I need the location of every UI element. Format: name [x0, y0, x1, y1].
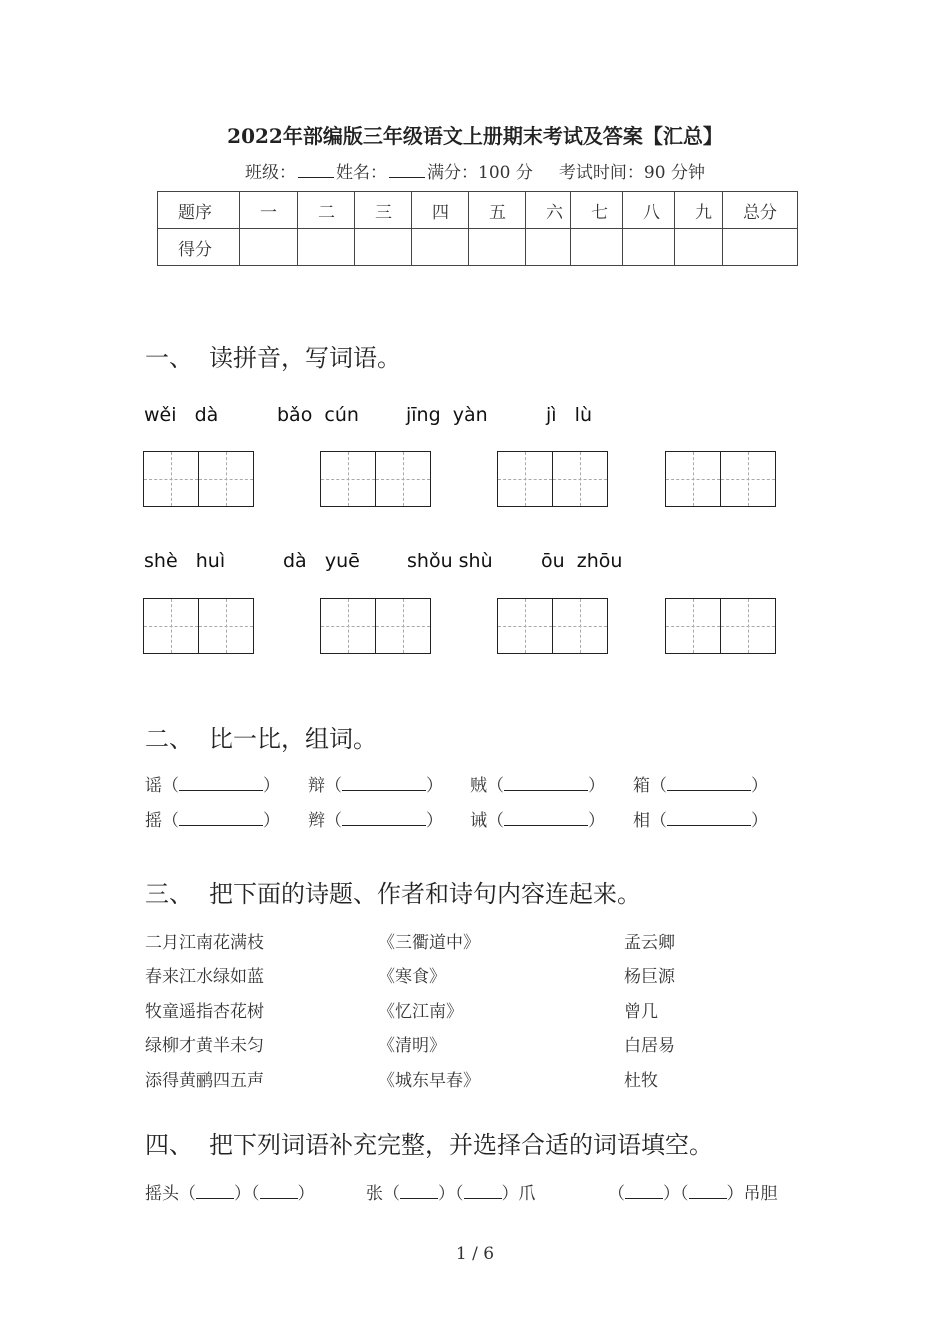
- pinyin-1: wěi dà: [144, 404, 219, 426]
- header-cell: 七: [571, 192, 623, 229]
- writing-grid[interactable]: [320, 451, 431, 507]
- compare-item[interactable]: 谣（ ）: [145, 776, 280, 796]
- pinyin-5: shè huì: [144, 550, 226, 572]
- score-cell[interactable]: [240, 229, 298, 266]
- score-table-header: [158, 192, 798, 229]
- poem-line[interactable]: 绿柳才黄半未匀: [145, 1036, 264, 1056]
- poem-author[interactable]: 杨巨源: [624, 967, 675, 987]
- pinyin-3: jīng yàn: [406, 404, 488, 426]
- fill-item[interactable]: 摇头（ ）（ ）: [145, 1184, 315, 1204]
- score-cell[interactable]: [412, 229, 469, 266]
- compare-item[interactable]: 相（ ）: [633, 811, 768, 831]
- header-cell: 二: [298, 192, 355, 229]
- score-cell[interactable]: [526, 229, 571, 266]
- section-3-heading: 三、 把下面的诗题、作者和诗句内容连起来。: [145, 880, 641, 908]
- student-info: [0, 158, 950, 183]
- compare-item[interactable]: 诫（ ）: [470, 811, 605, 831]
- pinyin-8: ōu zhōu: [541, 550, 623, 572]
- header-cell: 六: [526, 192, 571, 229]
- score-cell[interactable]: [623, 229, 675, 266]
- poem-title[interactable]: 《寒食》: [378, 967, 446, 987]
- writing-grid[interactable]: [665, 598, 776, 654]
- poem-author[interactable]: 孟云卿: [624, 933, 675, 953]
- page-number: 1 / 6: [455, 1244, 495, 1264]
- header-cell: 八: [623, 192, 675, 229]
- poem-author[interactable]: 杜牧: [624, 1071, 658, 1091]
- writing-grid[interactable]: [320, 598, 431, 654]
- section-4-heading: 四、 把下列词语补充完整，并选择合适的词语填空。: [145, 1131, 713, 1159]
- compare-item[interactable]: 箱（ ）: [633, 776, 768, 796]
- section-1-heading: 一、 读拼音，写词语。: [145, 344, 401, 372]
- pinyin-2: bǎo cún: [277, 404, 359, 426]
- name-label: 姓名：: [336, 163, 388, 183]
- poem-title[interactable]: 《城东早春》: [378, 1071, 480, 1091]
- score-cell[interactable]: [469, 229, 526, 266]
- pinyin-6: dà yuē: [283, 550, 360, 572]
- writing-grid[interactable]: [497, 598, 608, 654]
- poem-line[interactable]: 春来江水绿如蓝: [145, 967, 264, 987]
- compare-item[interactable]: 摇（ ）: [145, 811, 280, 831]
- writing-grid[interactable]: [143, 598, 254, 654]
- poem-title[interactable]: 《清明》: [378, 1036, 446, 1056]
- poem-author[interactable]: 白居易: [624, 1036, 675, 1056]
- poem-line[interactable]: 二月江南花满枝: [145, 933, 264, 953]
- poem-title[interactable]: 《忆江南》: [378, 1002, 463, 1022]
- class-label: 班级：: [245, 163, 297, 183]
- header-cell: 总分: [723, 192, 798, 229]
- poem-line[interactable]: 添得黄鹂四五声: [145, 1071, 264, 1091]
- fill-item[interactable]: （ ）（ ）吊胆: [608, 1184, 778, 1204]
- section-2-heading: 二、 比一比，组词。: [145, 725, 377, 753]
- full-score: 满分：100 分: [427, 163, 533, 183]
- header-cell: 四: [412, 192, 469, 229]
- row-label: 得分: [158, 229, 240, 266]
- header-cell: 一: [240, 192, 298, 229]
- name-blank[interactable]: [389, 163, 425, 178]
- pinyin-7: shǒu shù: [407, 550, 493, 572]
- document-title: 2022年部编版三年级语文上册期末考试及答案【汇总】: [227, 124, 723, 148]
- poem-author[interactable]: 曾几: [624, 1002, 658, 1022]
- header-cell: 九: [675, 192, 723, 229]
- score-cell[interactable]: [571, 229, 623, 266]
- score-cell[interactable]: [355, 229, 412, 266]
- compare-item[interactable]: 辩（ ）: [308, 776, 443, 796]
- score-table-row: [158, 229, 798, 266]
- score-table: [157, 191, 798, 266]
- header-cell: 五: [469, 192, 526, 229]
- score-cell[interactable]: [298, 229, 355, 266]
- header-cell: 题序: [158, 192, 240, 229]
- score-cell[interactable]: [723, 229, 798, 266]
- writing-grid[interactable]: [665, 451, 776, 507]
- pinyin-4: jì lù: [546, 404, 592, 426]
- compare-item[interactable]: 辫（ ）: [308, 811, 443, 831]
- writing-grid[interactable]: [497, 451, 608, 507]
- fill-item[interactable]: 张（ ）（ ）爪: [366, 1184, 536, 1204]
- header-cell: 三: [355, 192, 412, 229]
- class-blank[interactable]: [298, 163, 334, 178]
- exam-time: 考试时间：90 分钟: [558, 163, 705, 183]
- writing-grid[interactable]: [143, 451, 254, 507]
- score-cell[interactable]: [675, 229, 723, 266]
- poem-title[interactable]: 《三衢道中》: [378, 933, 480, 953]
- compare-item[interactable]: 贼（ ）: [470, 776, 605, 796]
- poem-line[interactable]: 牧童遥指杏花树: [145, 1002, 264, 1022]
